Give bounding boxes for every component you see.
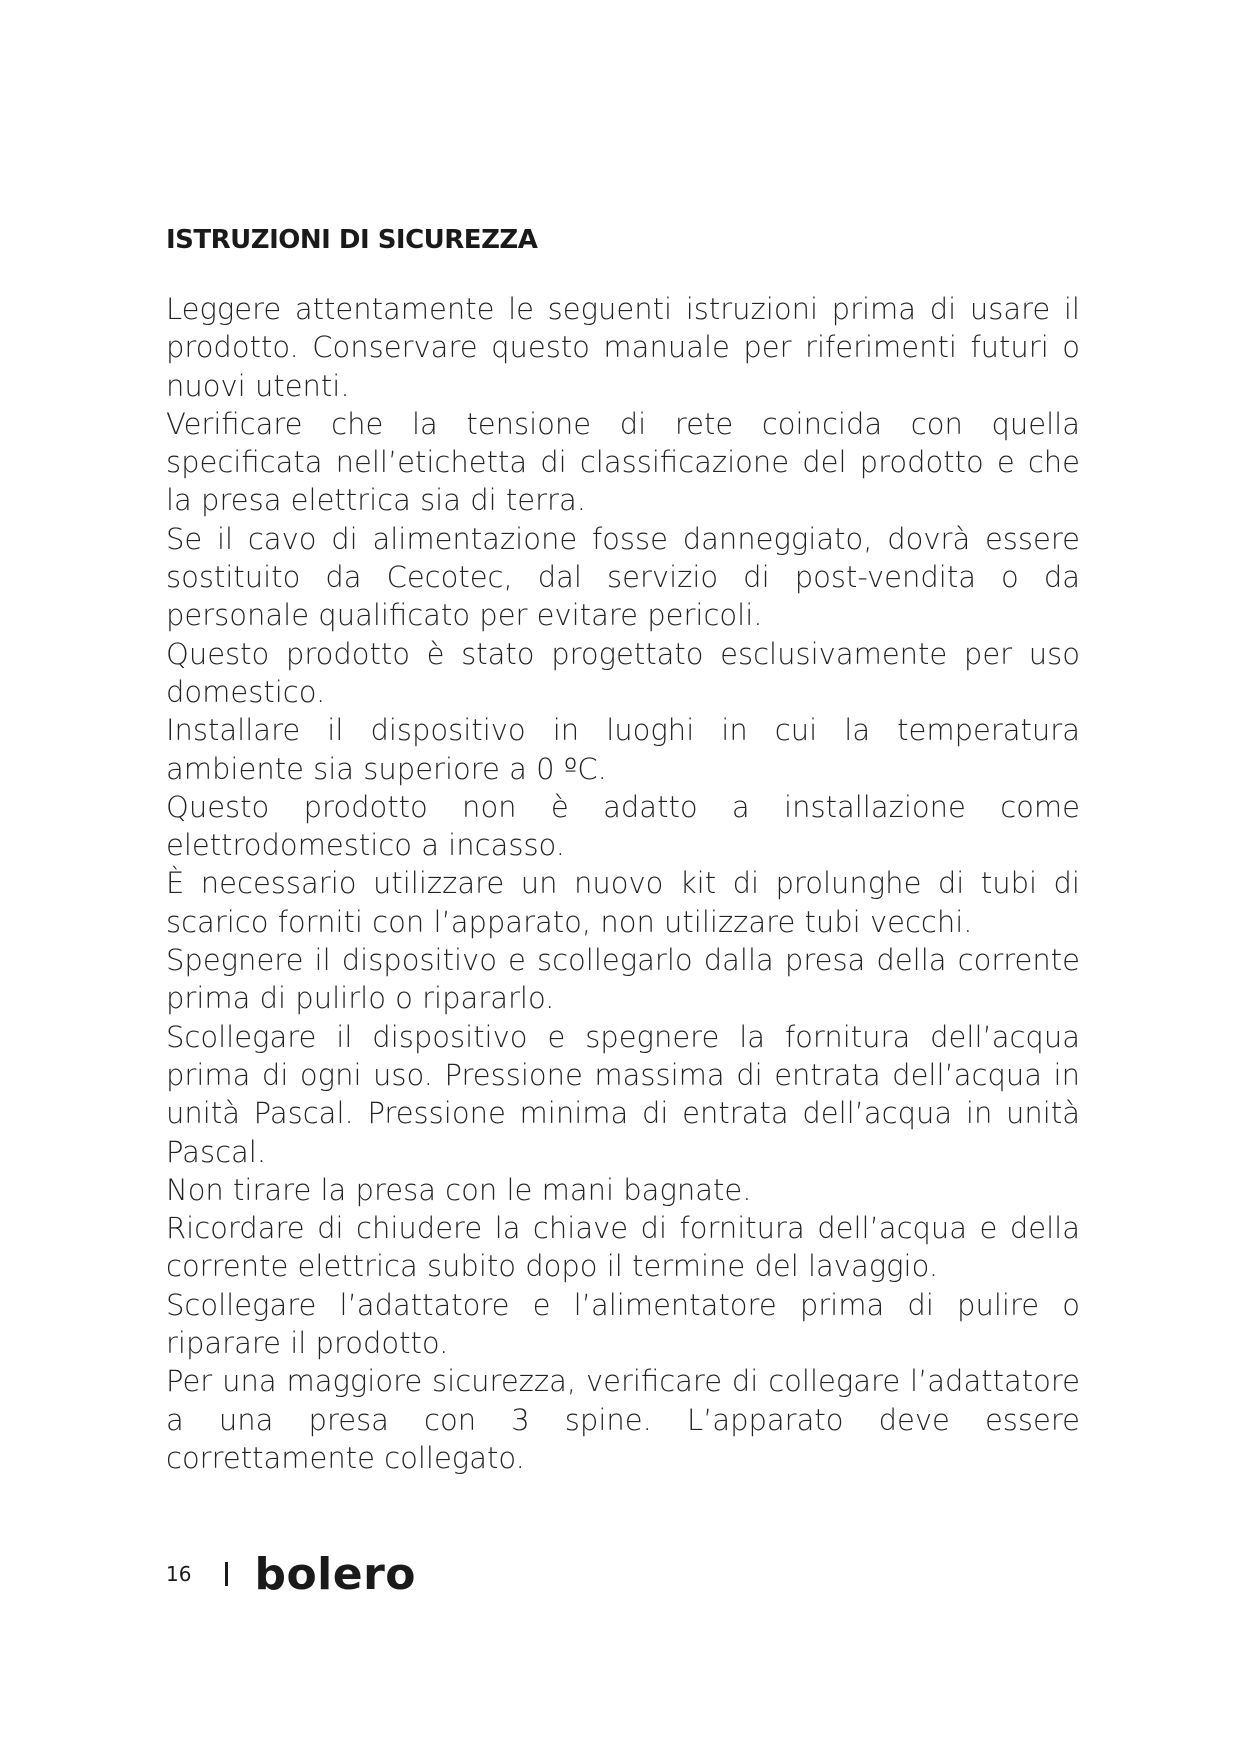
paragraph: Questo prodotto è stato progettato esclusivamente per uso domestico. — [166, 636, 1080, 709]
paragraph: Per una maggiore sicurezza, verificare di collegare l’adattatore a una presa con 3 spine. L’apparato deve essere correttamente collegato. — [166, 1364, 1080, 1475]
paragraph: Questo prodotto non è adatto a installazione come elettrodomestico a incasso. — [166, 789, 1080, 863]
footer-separator — [225, 1562, 228, 1586]
paragraph: Verificare che la tensione di rete coincida con quella specificata nell’etichetta di classificazione del prodotto e che la presa elettrica sia di terra. — [166, 406, 1080, 518]
section-title: ISTRUZIONI DI SICUREZZA — [166, 225, 538, 255]
paragraph: Non tirare la presa con le mani bagnate. — [166, 1172, 752, 1207]
paragraph: Ricordare di chiudere la chiave di fornitura dell’acqua e della corrente elettrica subito dopo il termine del lavaggio. — [166, 1211, 1080, 1284]
safety-instructions-section — [166, 220, 1080, 1477]
paragraph: Installare il dispositivo in luoghi in cui la temperatura ambiente sia superiore a 0 ºC. — [166, 713, 1080, 786]
brand-logo: bolero — [254, 1548, 417, 1600]
page-footer — [166, 1544, 416, 1604]
paragraph: Spegnere il dispositivo e scollegarlo dalla presa della corrente prima di pulirlo o ripararlo. — [166, 943, 1080, 1016]
page-number: 16 — [166, 1562, 192, 1586]
paragraph: Scollegare il dispositivo e spegnere la fornitura dell’acqua prima di ogni uso. Pressione massima di entrata dell’acqua in unità Pascal. Pressione minima di entrata dell’acqua in unità Pascal. — [166, 1019, 1080, 1169]
paragraph: Scollegare l’adattatore e l’alimentatore prima di pulire o riparare il prodotto. — [166, 1287, 1080, 1361]
paragraph: Se il cavo di alimentazione fosse danneggiato, dovrà essere sostituito da Cecotec, dal servizio di post-vendita o da personale qualificato per evitare pericoli. — [166, 521, 1080, 633]
paragraph: È necessario utilizzare un nuovo kit di prolunghe di tubi di scarico forniti con l’apparato, non utilizzare tubi vecchi. — [166, 866, 1080, 939]
paragraph: Leggere attentamente le seguenti istruzioni prima di usare il prodotto. Conservare questo manuale per riferimenti futuri o nuovi utenti. — [166, 292, 1080, 403]
